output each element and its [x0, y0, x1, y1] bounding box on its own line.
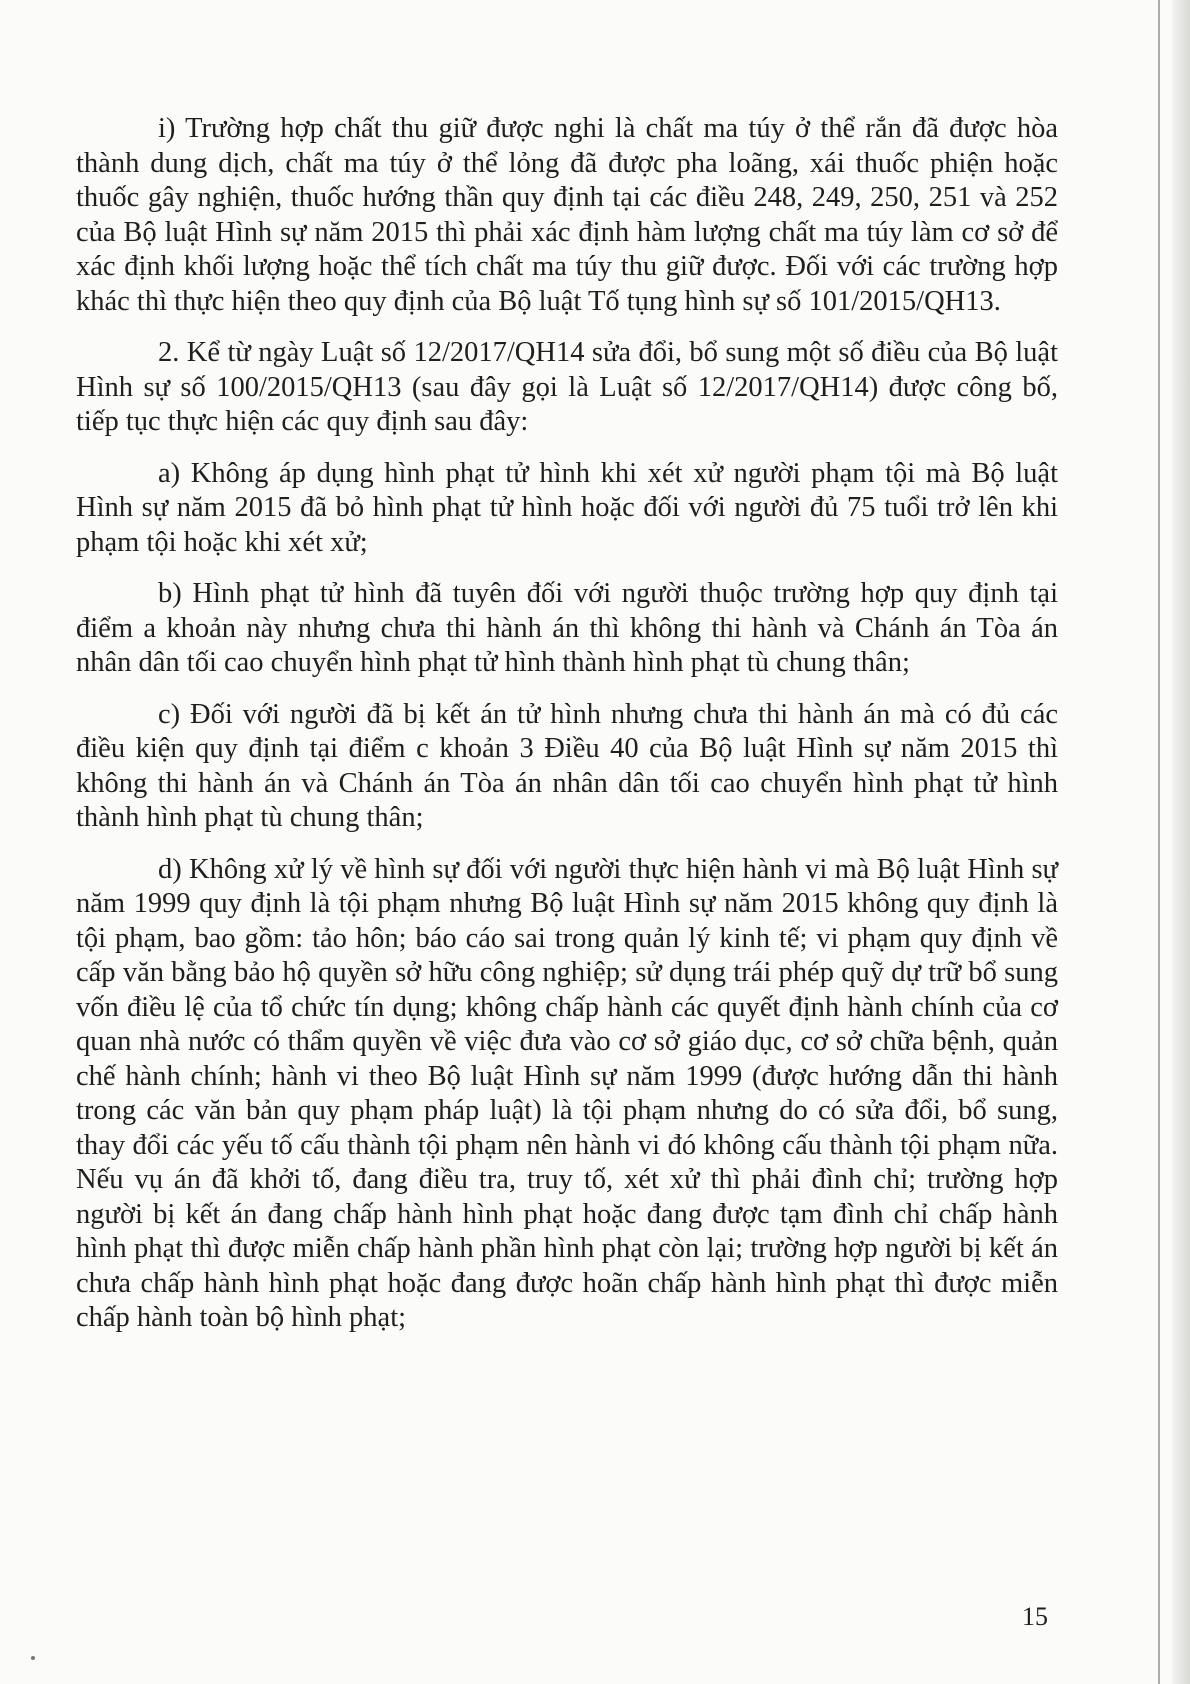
page-edge-shadow [1172, 0, 1190, 1684]
body-text [76, 112, 1058, 1353]
paragraph-2: 2. Kể từ ngày Luật số 12/2017/QH14 sửa đổi, bổ sung một số điều của Bộ luật Hình sự số 100/2015/QH13 (sau đây gọi là Luật số 12/2017/QH14) được công bố, tiếp tục thực hiện các quy định sau đây: [76, 337, 1058, 437]
scan-speck [31, 1656, 35, 1660]
paragraph-c: c) Đối với người đã bị kết án tử hình nhưng chưa thi hành án mà có đủ các điều kiện quy định tại điểm c khoản 3 Điều 40 của Bộ luật Hình sự năm 2015 thì không thi hành án và Chánh án Tòa án nhân dân tối cao chuyển hình phạt tử hình thành hình phạt tù chung thân; [76, 698, 1058, 833]
paragraph-a: a) Không áp dụng hình phạt tử hình khi xét xử người phạm tội mà Bộ luật Hình sự năm 2015 đã bỏ hình phạt tử hình hoặc đối với người đủ 75 tuổi trở lên khi phạm tội hoặc khi xét xử; [76, 457, 1058, 558]
paragraph-i: i) Trường hợp chất thu giữ được nghi là chất ma túy ở thể rắn đã được hòa thành dung dịch, chất ma túy ở thể lỏng đã được pha loãng, xái thuốc phiện hoặc thuốc gây nghiện, thuốc hướng thần quy định tại các điều 248, 249, 250, 251 và 252 của Bộ luật Hình sự năm 2015 thì phải xác định hàm lượng chất ma túy làm cơ sở để xác định khối lượng hoặc thể tích chất ma túy thu giữ được. Đối với các trường hợp khác thì thực hiện theo quy định của Bộ luật Tố tụng hình sự số 101/2015/QH13. [76, 113, 1058, 317]
paragraph-b: b) Hình phạt tử hình đã tuyên đối với người thuộc trường hợp quy định tại điểm a khoản này nhưng chưa thi hành án thì không thi hành và Chánh án Tòa án nhân dân tối cao chuyển hình phạt tử hình thành hình phạt tù chung thân; [76, 578, 1058, 678]
paragraph-d: d) Không xử lý về hình sự đối với người thực hiện hành vi mà Bộ luật Hình sự năm 1999 quy định là tội phạm nhưng Bộ luật Hình sự năm 2015 không quy định là tội phạm, bao gồm: tảo hôn; báo cáo sai trong quản lý kinh tế; vi phạm quy định về cấp văn bằng bảo hộ quyền sở hữu công nghiệp; sử dụng trái phép quỹ dự trữ bổ sung vốn điều lệ của tổ chức tín dụng; không chấp hành các quyết định hành chính của cơ quan nhà nước có thẩm quyền về việc đưa vào cơ sở giáo dục, cơ sở chữa bệnh, quản chế hành chính; hành vi theo Bộ luật Hình sự năm 1999 (được hướng dẫn thi hành trong các văn bản quy phạm pháp luật) là tội phạm nhưng do có sửa đổi, bổ sung, thay đổi các yếu tố cấu thành tội phạm nên hành vi đó không cấu thành tội phạm nữa. Nếu vụ án đã khởi tố, đang điều tra, truy tố, xét xử thì phải đình chỉ; trường hợp người bị kết án đang chấp hành hình phạt hoặc đang được tạm đình chỉ chấp hành hình phạt thì được miễn chấp hành phần hình phạt còn lại; trường hợp người bị kết án chưa chấp hành hình phạt hoặc đang được hoãn chấp hành hình phạt thì được miễn chấp hành toàn bộ hình phạt; [76, 853, 1058, 1333]
page-edge-line [1158, 0, 1160, 1684]
page-number: 15 [1022, 1602, 1048, 1631]
